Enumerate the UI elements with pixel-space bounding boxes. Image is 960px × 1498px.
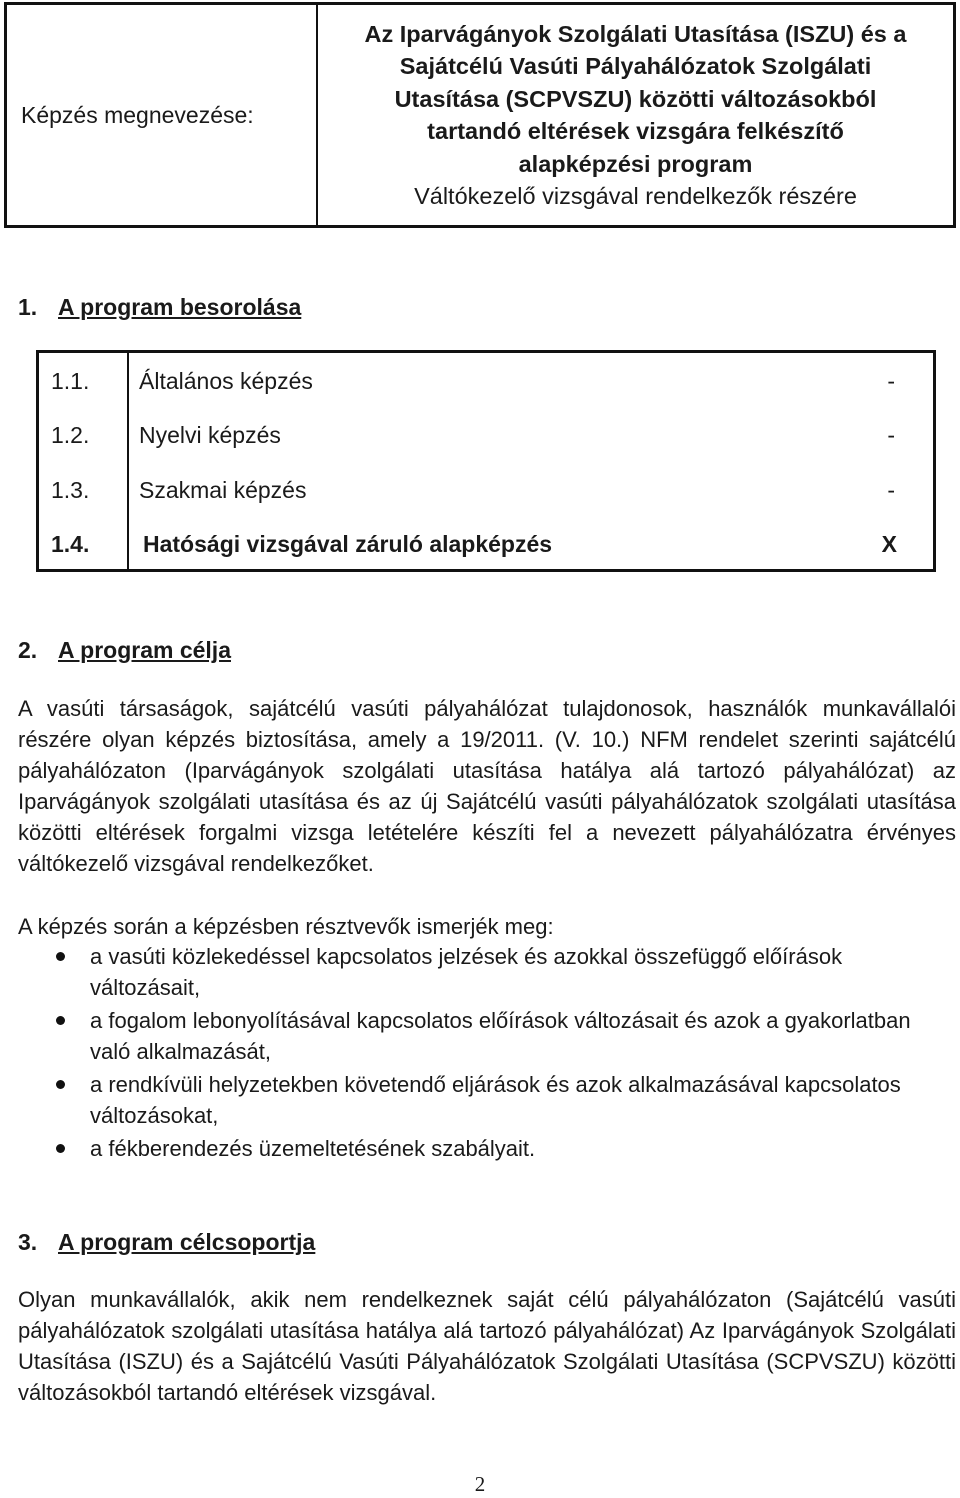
list-item xyxy=(18,1069,956,1131)
section-number: 3. xyxy=(18,1229,38,1255)
section-title: A program célcsoportja xyxy=(58,1229,316,1255)
list-item-text: a vasúti közlekedéssel kapcsolatos jelzések és azokkal összefüggő előírások változásait, xyxy=(90,944,843,1000)
title-subtitle: Váltókezelő vizsgával rendelkezők részére xyxy=(414,183,857,209)
bullet-icon xyxy=(56,952,65,961)
title-line: Sajátcélú Vasúti Pályahálózatok Szolgálati xyxy=(399,53,872,79)
header-label: Képzés megnevezése: xyxy=(7,5,318,225)
row-label: Szakmai képzés xyxy=(139,476,307,503)
title-line: Az Iparvágányok Szolgálati Utasítása (ISZU) és a xyxy=(364,20,907,47)
title-line: Utasítása (SCPVSZU) közötti változásokból xyxy=(394,85,877,112)
list-item xyxy=(18,941,956,1003)
row-value: - xyxy=(887,367,895,394)
list-item-text: a fékberendezés üzemeltetésének szabályait. xyxy=(90,1136,536,1161)
section-2-intro: A képzés során a képzésben résztvevők ismerjék meg: xyxy=(18,914,554,939)
section-3-paragraph: Olyan munkavállalók, akik nem rendelkeznek saját célú pályahálózaton (Sajátcélú vasúti pályahálózatok szolgálati utasítása hatálya alá tartozó pályahálózat) Az Iparvágányok Szolgálati Utasítása (ISZU) és a Sajátcélú Vasúti Pályahálózatok Szolgálati Utasítása (SCPVSZU) közötti változásokból tartandó eltérések vizsgával. xyxy=(18,1287,956,1406)
row-number: 1.4. xyxy=(51,530,90,557)
row-number: 1.3. xyxy=(51,476,90,503)
table-row xyxy=(39,354,933,408)
section-title: A program besorolása xyxy=(58,294,302,320)
row-label: Általános képzés xyxy=(139,367,313,394)
table-row xyxy=(39,463,933,517)
header-title xyxy=(318,5,953,225)
row-label: Hatósági vizsgával záruló alapképzés xyxy=(143,530,553,557)
row-value: - xyxy=(887,476,895,503)
title-line: alapképzési program xyxy=(518,150,753,177)
bullet-icon xyxy=(56,1144,65,1153)
row-number: 1.1. xyxy=(51,367,90,394)
section-1-heading xyxy=(18,294,301,321)
list-item xyxy=(18,1005,956,1067)
header-box xyxy=(4,2,956,228)
list-item-text: a fogalom lebonyolításával kapcsolatos előírások változásait és azok a gyakorlatban való alkalmazását, xyxy=(90,1008,911,1064)
page-number: 2 xyxy=(474,1472,486,1496)
table-row xyxy=(39,408,933,462)
row-label: Nyelvi képzés xyxy=(139,421,281,448)
table-row xyxy=(39,517,933,571)
section-2-paragraph: A vasúti társaságok, sajátcélú vasúti pályahálózat tulajdonosok, használók munkavállalói részére olyan képzés biztosítása, amely a 19/2011. (V. 10.) NFM rendelet szerinti sajátcélú pályahálózaton (Iparvágányok szolgálati utasítása hatálya alá tartozó pályahálózat) az Iparvágányok szolgálati utasítása és az új Sajátcélú vasúti pályahálózatok szolgálati utasítása közötti eltérések forgalmi vizsga letételére készíti fel a nevezett pályahálózatra érvényes váltókezelő vizsgával rendelkezőket. xyxy=(18,696,956,877)
row-number: 1.2. xyxy=(51,421,90,448)
section-number: 1. xyxy=(18,294,38,320)
list-item xyxy=(18,1133,956,1164)
section-title: A program célja xyxy=(58,637,231,663)
section-3-heading xyxy=(18,1229,315,1256)
bullet-icon xyxy=(56,1016,65,1025)
row-value: - xyxy=(887,421,895,448)
classification-table xyxy=(36,350,936,572)
section-number: 2. xyxy=(18,637,38,663)
goals-list xyxy=(18,941,956,1166)
section-2-heading xyxy=(18,637,231,664)
row-value: X xyxy=(881,530,897,557)
list-item-text: a rendkívüli helyzetekben követendő eljárások és azok alkalmazásával kapcsolatos változásokat, xyxy=(90,1072,901,1128)
title-line: tartandó eltérések vizsgára felkészítő xyxy=(427,118,844,144)
bullet-icon xyxy=(56,1080,65,1089)
